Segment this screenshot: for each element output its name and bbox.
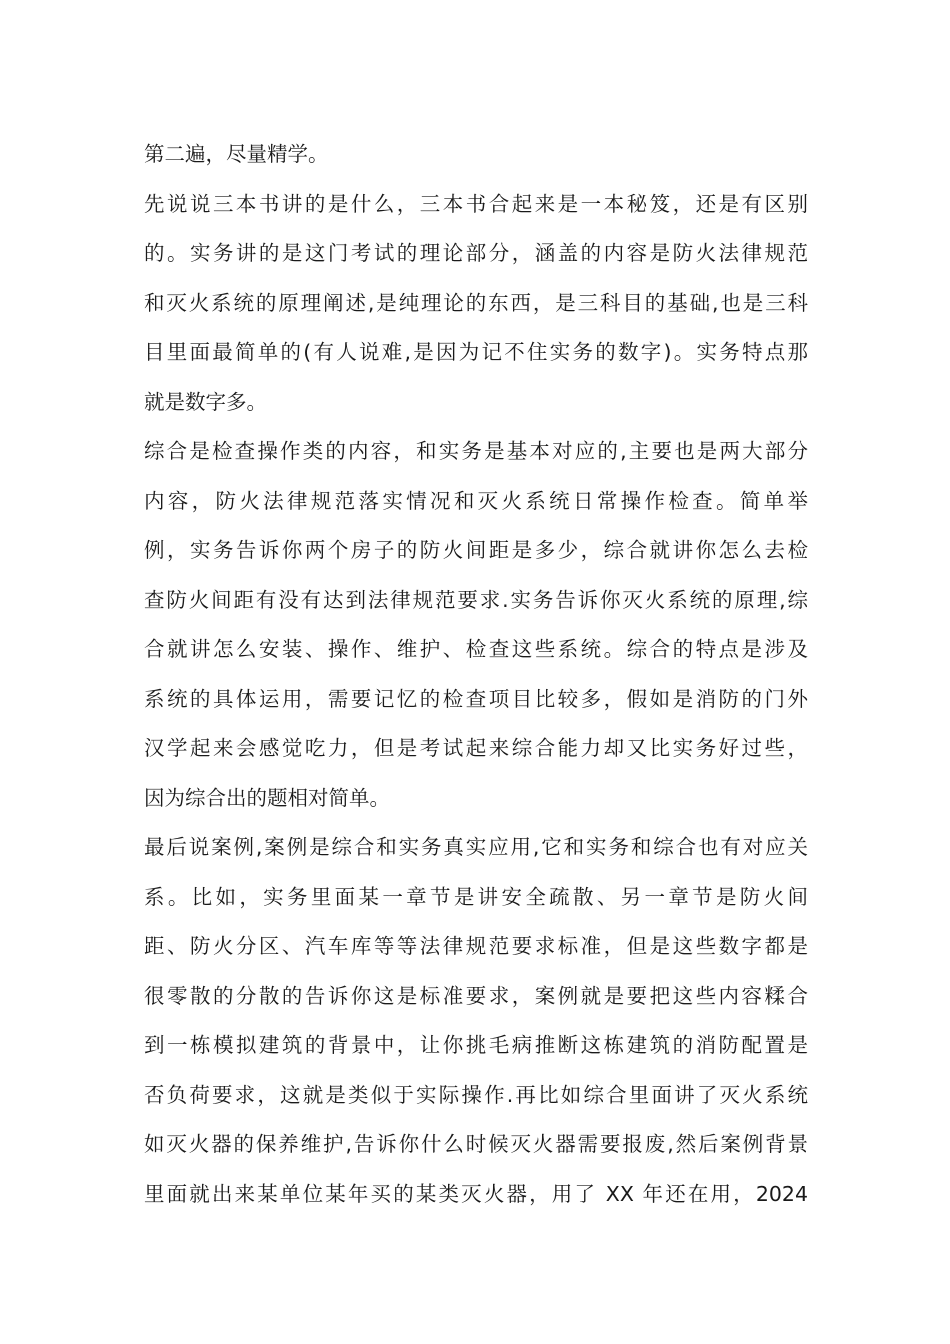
text-line: 最后说案例,案例是综合和实务真实应用,它和实务和综合也有对应关 [144,835,808,859]
text-line: 例，实务告诉你两个房子的防火间距是多少，综合就讲你怎么去检 [144,538,808,562]
text-line: 的。实务讲的是这门考试的理论部分，涵盖的内容是防火法律规范 [144,241,808,265]
text-line: 里面就出来某单位某年买的某类灭火器，用了 XX 年还在用，2024 [144,1181,808,1206]
text-line: 因为综合出的题相对简单。 [144,785,390,810]
document-body [144,130,808,1219]
text-line: 系统的具体运用，需要记忆的检查项目比较多，假如是消防的门外 [144,686,808,711]
text-line: 很零散的分散的告诉你这是标准要求，案例就是要把这些内容糅合 [144,983,808,1008]
text-line: 汉学起来会感觉吃力，但是考试起来综合能力却又比实务好过些， [144,736,808,760]
text-line: 系。比如，实务里面某一章节是讲安全疏散、另一章节是防火间 [144,884,808,909]
text-line: 就是数字多。 [144,389,267,414]
text-line: 综合是检查操作类的内容，和实务是基本对应的,主要也是两大部分 [144,439,808,463]
text-line: 合就讲怎么安装、操作、维护、检查这些系统。综合的特点是涉及 [144,637,808,661]
text-line: 先说说三本书讲的是什么，三本书合起来是一本秘笈，还是有区别 [144,191,808,216]
text-line: 和灭火系统的原理阐述,是纯理论的东西，是三科目的基础,也是三科 [144,290,808,315]
text-line: 第二遍，尽量精学。 [144,142,329,166]
text-line: 查防火间距有没有达到法律规范要求.实务告诉你灭火系统的原理,综 [144,587,808,612]
text-line: 内容，防火法律规范落实情况和灭火系统日常操作检查。简单举 [144,488,808,513]
text-line: 到一栋模拟建筑的背景中，让你挑毛病推断这栋建筑的消防配置是 [144,1033,808,1057]
text-line: 距、防火分区、汽车库等等法律规范要求标准，但是这些数字都是 [144,934,808,958]
text-line: 如灭火器的保养维护,告诉你什么时候灭火器需要报废,然后案例背景 [144,1132,808,1156]
text-line: 否负荷要求，这就是类似于实际操作.再比如综合里面讲了灭火系统 [144,1082,808,1107]
text-line: 目里面最简单的(有人说难,是因为记不住实务的数字)。实务特点那 [144,340,808,364]
